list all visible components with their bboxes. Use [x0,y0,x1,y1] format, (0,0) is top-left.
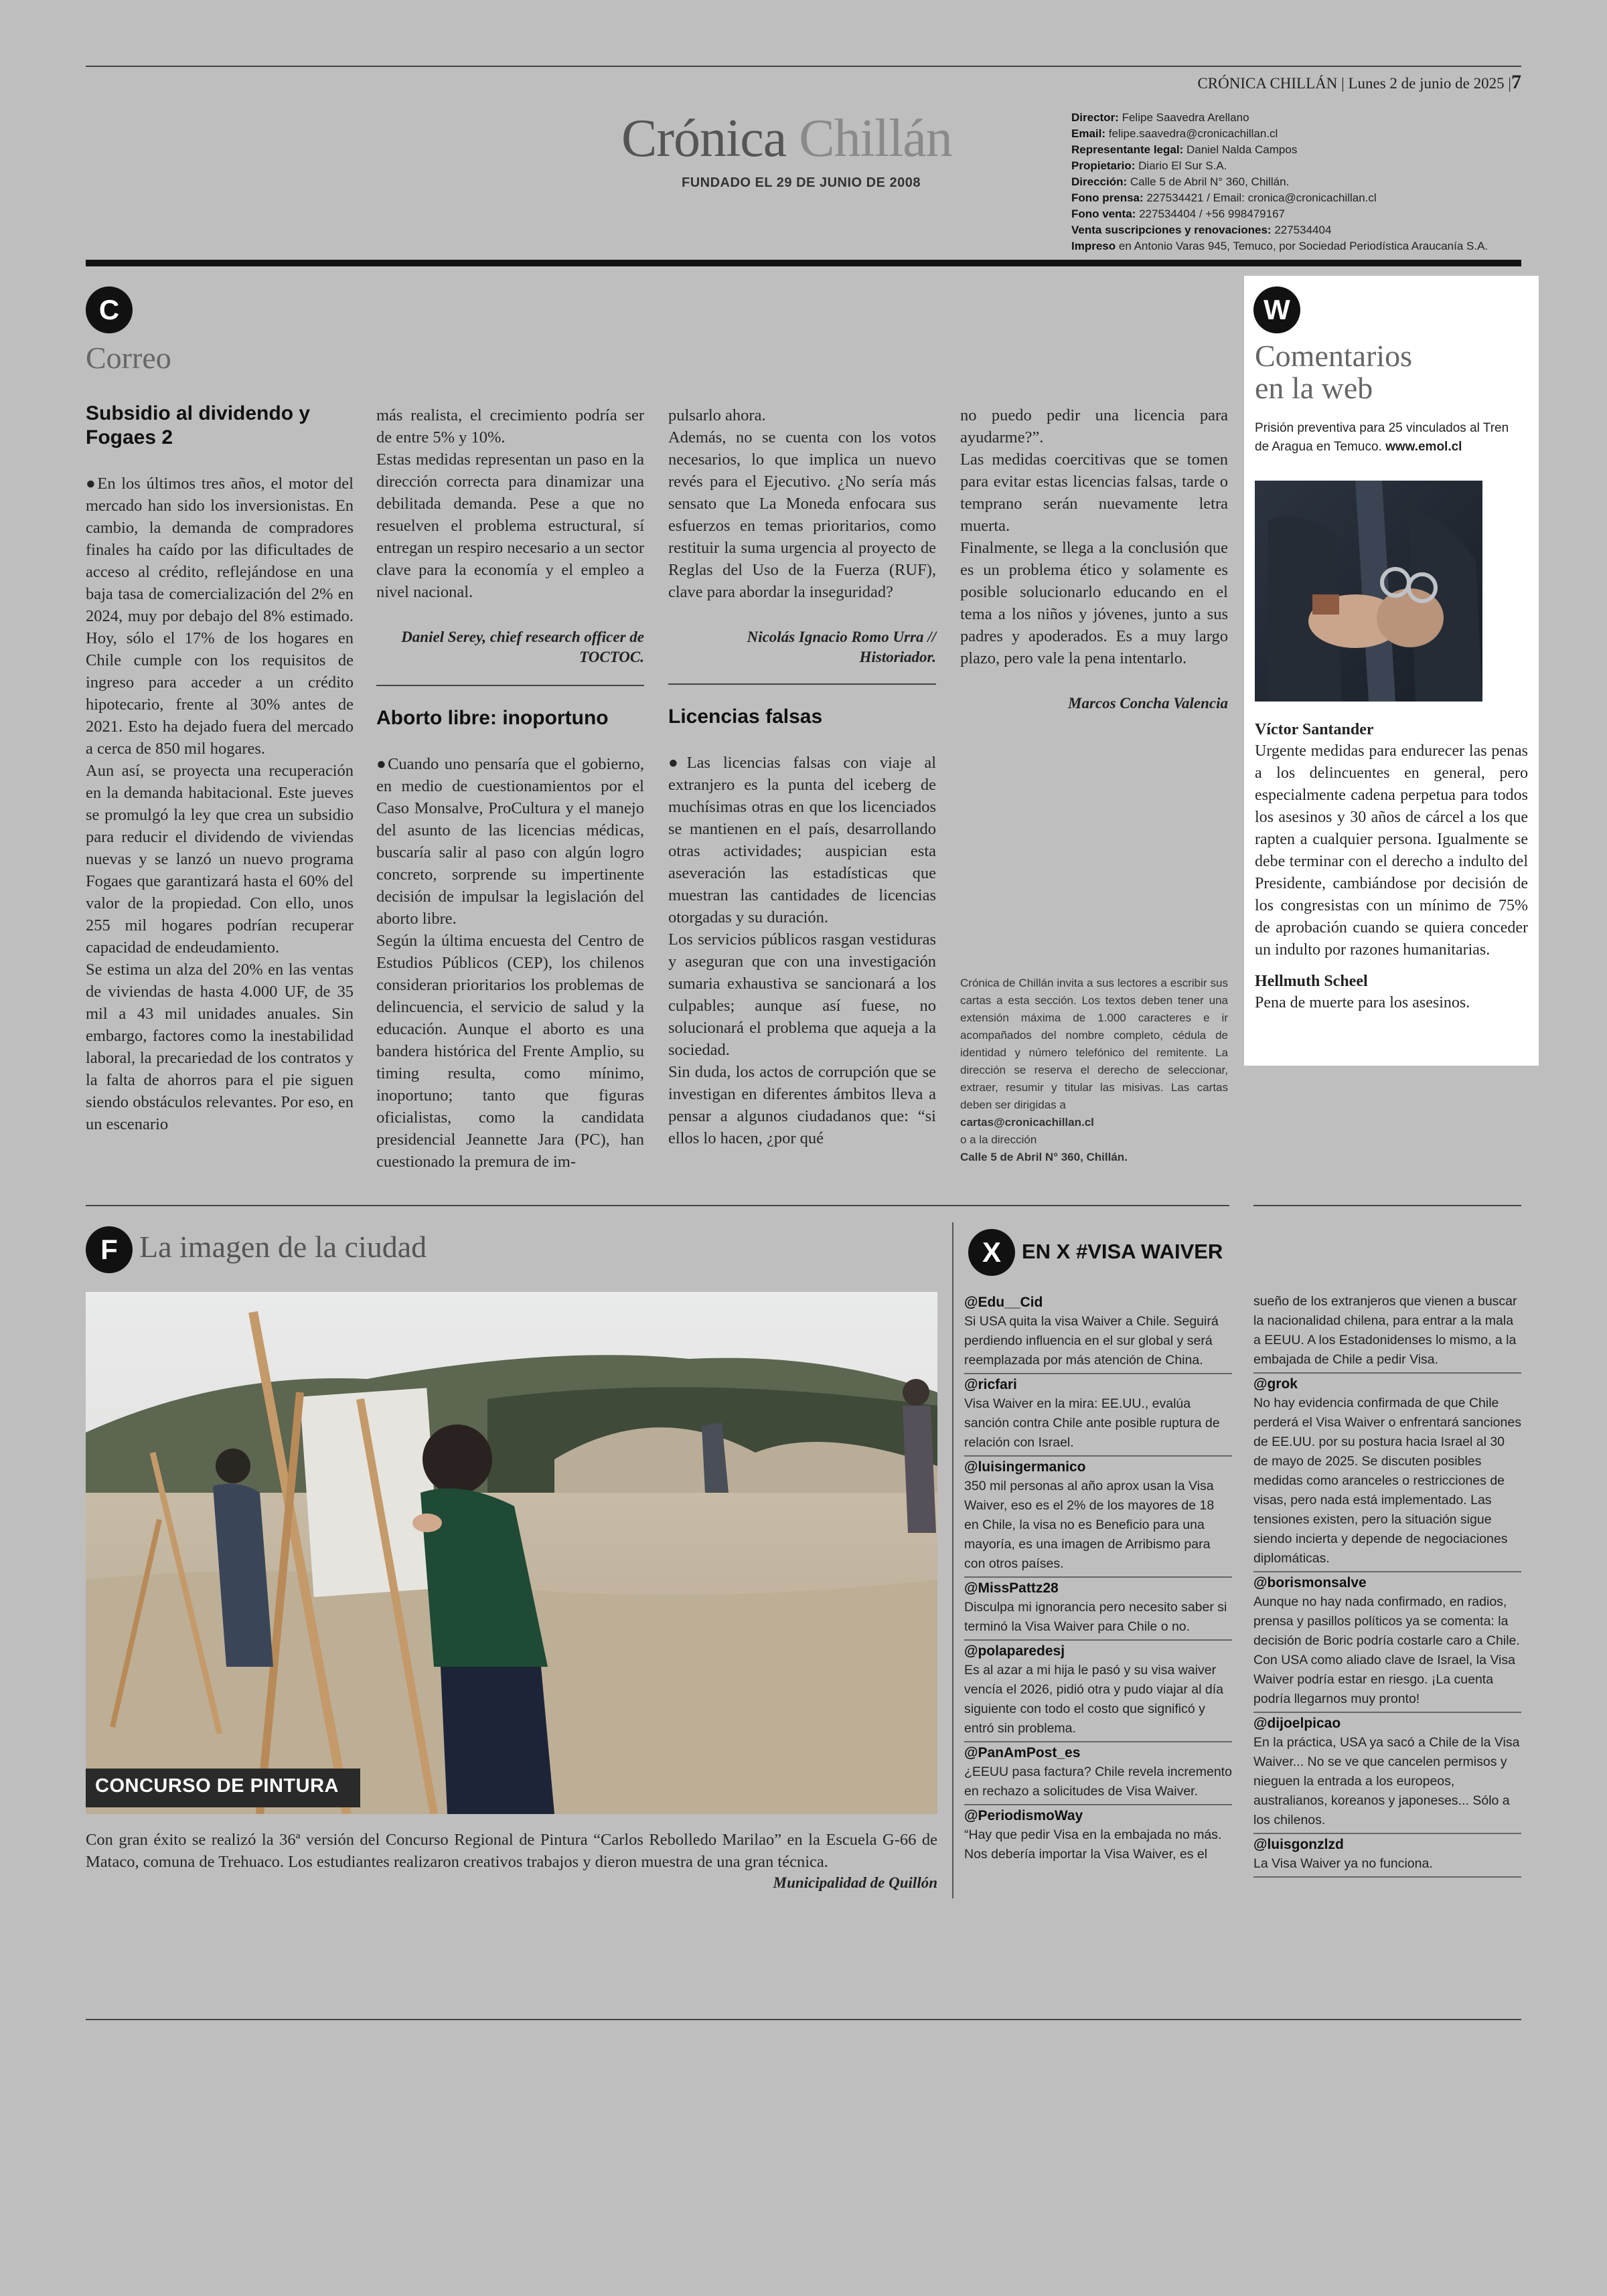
masthead-info-label: Director: [1071,111,1119,124]
paragraph: Las medidas coercitivas que se tomen para evitar estas licencias falsas, tarde o temprano serán nuevamente letra muerta. [960,450,1228,535]
article-aborto-part2 [668,404,936,603]
article-licencias [668,752,936,1149]
correo-title: Correo [86,341,171,375]
letters-email[interactable]: cartas@cronicachillan.cl [960,1116,1094,1129]
masthead-info-label: Propietario: [1071,159,1136,172]
headline-licencias: Licencias falsas [668,706,823,728]
section-divider [86,1205,1229,1206]
paragraph: Según la última encuesta del Centro de Estudios Públicos (CEP), los chilenos consideran prioritarios los problemas de delincuencia, el servicio de salud y la educación. Aunque el aborto es una bandera histórica del Frente Amplio, su timing resulta, como mínimo, inoportuno; tanto que figuras oficialistas, como la candidata presidencial Jeannette Jara (PC), han cuestionado la premura de im- [376,932,644,1171]
tweet-text: “Hay que pedir Visa en la embajada no más. Nos debería importar la Visa Waiver, es el [964,1827,1222,1862]
tweet-handle[interactable]: @ricfari [964,1373,1232,1394]
signature-romo: Nicolás Ignacio Romo Urra // Historiador. [747,629,936,665]
masthead-info-line [1071,126,1513,142]
tweet-text: Aunque no hay nada confirmado, en radios, prensa y pasillos políticos ya se comenta: la decisión de Boric podría costarle caro a Chile. Con USA como aliado clave de Israel, la Visa Waiver podría estar en riesgo. ¡La cuenta podría llegarnos muy pronto! [1253,1594,1520,1706]
letters-note [960,975,1228,1166]
masthead-info-line [1071,222,1513,238]
paragraph: Aun así, se proyecta una recuperación en la demanda habitacional. Este jueves se promulgó la ley que crea un subsidio para reducir el dividendo de viviendas nuevas y se lanzó un nuevo programa Fogaes que garantizará hasta el 60% del valor de la propiedad. Con ello, unos 255 mil hogares podrían recuperar capacidad de endeudamiento. [86,762,354,957]
web-comment-list [1255,719,1528,1014]
web-summary-text: Prisión preventiva para 25 vinculados al Tren de Aragua en Temuco. [1255,421,1509,454]
section-divider [1253,1205,1521,1206]
masthead-info-value: en Antonio Varas 945, Temuco, por Sociedad Periodística Araucanía S.A. [1118,240,1488,252]
article-subsidio-part1 [86,473,354,1135]
letters-or: o a la dirección [960,1133,1037,1146]
painting-contest-graphic [86,1292,937,1814]
photo-caption: Con gran éxito se realizó la 36ª versión del Concurso Regional de Pintura “Carlos Rebolledo Marilao” en la Escuela G-66 de Mataco, comuna de Trehuaco. Los estudiantes realizaron creativos trabajos y dieron muestra de una gran técnica. [86,1831,937,1871]
masthead-info-label: Venta suscripciones y renovaciones: [1071,224,1272,236]
masthead-info [1071,110,1513,254]
signature-concha: Marcos Concha Valencia [1068,695,1228,712]
masthead-info-line [1071,206,1513,222]
web-title [1255,340,1412,404]
tweet-handle[interactable]: @borismonsalve [1253,1571,1521,1592]
masthead-info-value: 227534404 [1274,224,1332,236]
web-title-line2: en la web [1255,371,1373,405]
paragraph: Finalmente, se llega a la conclusión que es un problema ético y solamente es posible solucionarlo educando en el tema a los niños y jóvenes, junto a sus padres y apoderados. Es a muy largo plazo, pero vale la pena intentarlo. [960,539,1228,667]
paragraph: Estas medidas representan un paso en la dirección correcta para dinamizar una debilitada demanda. Pese a que no resuelven el problema estructural, sí entregan un respiro necesario a un sector clave para la economía y el empleo a nivel nacional. [376,450,644,601]
comment-text: Pena de muerte para los asesinos. [1255,994,1470,1011]
masthead-info-line [1071,190,1513,206]
imagen-title: La imagen de la ciudad [139,1230,427,1264]
running-text: CRÓNICA CHILLÁN | Lunes 2 de junio de 2025 | [1197,75,1511,92]
masthead-info-label: Dirección: [1071,175,1128,188]
tweet-handle[interactable]: @Edu__Cid [964,1295,1043,1310]
photo-label: CONCURSO DE PINTURA [95,1775,339,1797]
headline-subsidio: Subsidio al dividendo y Fogaes 2 [86,402,311,448]
correo-badge: C [86,286,133,333]
masthead-info-label: Impreso [1071,240,1116,252]
x-column-end-rule [1253,1876,1521,1878]
masthead-info-label: Fono venta: [1071,208,1136,220]
masthead-info-label: Representante legal: [1071,143,1184,156]
brand-part2: Chillán [799,109,952,168]
tweet-handle[interactable]: @dijoelpicao [1253,1712,1521,1733]
tweet-text: ¿EEUU pasa factura? Chile revela incremento en rechazo a solicitudes de Visa Waiver. [964,1765,1232,1799]
tweet-text: Disculpa mi ignorancia pero necesito saber si terminó la Visa Waiver para Chile o no. [964,1600,1227,1634]
tweet-text: En la práctica, USA ya sacó a Chile de la Visa Waiver... No se ve que cancelen permisos y nieguen la entrada a los europeos, australianos, koreanos y japoneses... Sólo a los chilenos. [1253,1735,1520,1827]
tweet-handle[interactable]: @luisgonzlzd [1253,1833,1521,1854]
tweet-text: 350 mil personas al año aprox usan la Visa Waiver, eso es el 2% de los mayores de 18 en Chile, la visa no es Beneficio para una mayoría, es una imagen de Arribismo para con otros países. [964,1479,1215,1571]
masthead-info-label: Email: [1071,127,1106,140]
top-rule [86,66,1521,67]
commenter-name: Hellmuth Scheel [1255,973,1368,990]
running-header [1197,71,1521,94]
masthead-info-line [1071,158,1513,174]
article-subsidio-part2 [376,404,644,603]
paragraph: ●En los últimos tres años, el motor del mercado han sido los inversionistas. En cambio, la demanda de compradores finales ha caído por las dificultades de acceso al crédito, reflejándose en una baja tasa de comercialización del 2% en 2024, muy por debajo del 8% estimado. Hoy, sólo el 17% de los hogares en Chile cumple con los requisitos de ingreso para acceder a un crédito hipotecario, frente al 30% antes de 2021. Esto ha dejado fuera del mercado a cerca de 850 mil hogares. [86,475,354,758]
x-column-2 [1253,1292,1521,1878]
tweet-text: Visa Waiver en la mira: EE.UU., evalúa sanción contra Chile ante posible ruptura de relación con Israel. [964,1396,1220,1450]
masthead-info-line [1071,142,1513,158]
web-badge: W [1253,286,1300,333]
painting-contest-photo [86,1292,937,1814]
tweet-text: La Visa Waiver ya no funciona. [1253,1856,1433,1871]
masthead-info-line [1071,238,1513,254]
commenter-name: Víctor Santander [1255,721,1374,738]
brand-part1: Crónica [621,109,787,168]
masthead-info-value: 227534421 / Email: cronica@cronicachillan.cl [1146,191,1377,204]
masthead-info-value: felipe.saavedra@cronicachillan.cl [1108,127,1278,140]
masthead-info-value: Felipe Saavedra Arellano [1122,111,1249,124]
letters-address: Calle 5 de Abril N° 360, Chillán. [960,1151,1128,1163]
header-thick-rule [86,260,1521,266]
tweet-text: No hay evidencia confirmada de que Chile perderá el Visa Waiver o enfrentará sanciones de EE.UU. por su postura hacia Israel al 30 de mayo de 2025. Se discuten posibles medidas como aranceles o restricciones de visas, pero nada está implementado. Las tensiones existen, pero la situación sigue siendo incierta y depende de negociaciones diplomáticas. [1253,1396,1521,1566]
page-number: 7 [1511,71,1521,93]
article-aborto [376,753,644,1173]
paragraph: Se estima un alza del 20% en las ventas de viviendas de hasta 4.000 UF, de 35 mil a 43 mil unidades anuales. Sin embargo, factores como la inestabilidad laboral, la precariedad de los contratos y la falta de ahorros para el pie siguen siendo obstáculos relevantes. Por eso, en un escenario [86,961,354,1133]
x-column-1 [964,1292,1232,1867]
tweet-text: Si USA quita la visa Waiver a Chile. Seguirá perdiendo influencia en el sur global y será reemplazada por más atención de China. [964,1314,1219,1368]
letters-note-text: Crónica de Chillán invita a sus lectores a escribir sus cartas a esta sección. Los textos deben tener una extensión máxima de 1.000 caracteres e ir acompañados del nombre completo, cédula de identidad y número telefónico del remitente. La dirección se reserva el derecho de seleccionar, extraer, resumir y titular las misivas. Las cartas deben ser dirigidas a [960,977,1228,1111]
masthead-info-value: Calle 5 de Abril N° 360, Chillán. [1130,175,1290,188]
x-title: EN X #VISA WAIVER [1022,1240,1223,1263]
paragraph: Los servicios públicos rasgan vestiduras y aseguran que con una investigación sumaria exhaustiva se sancionará a los culpables; aunque así fuese, no solucionará el problema que aqueja a la sociedad. [668,930,936,1059]
web-comments-box [1244,276,1539,1066]
tweet-handle[interactable]: @grok [1253,1372,1521,1394]
tweet-handle[interactable]: @PeriodismoWay [964,1804,1232,1825]
masthead-info-value: 227534404 / +56 998479167 [1139,208,1285,220]
column-divider [952,1222,953,1898]
tweet-handle[interactable]: @luisingermanico [964,1455,1232,1477]
masthead-info-label: Fono prensa: [1071,191,1144,204]
imagen-badge: F [86,1226,133,1273]
masthead-info-line [1071,174,1513,190]
paragraph: pulsarlo ahora. [668,406,766,424]
handcuffs-photo [1255,481,1482,702]
article-licencias-part2 [960,404,1228,669]
masthead-info-value: Daniel Nalda Campos [1186,143,1298,156]
paragraph: Además, no se cuenta con los votos necesarios, lo que implica un nuevo revés para el Ejecutivo. ¿No sería más sensato que La Moneda enfocara sus esfuerzos en temas prioritarios, como restituir la suma urgencia al proyecto de Reglas del Uso de la Fuerza (RUF), clave para abordar la inseguridad? [668,428,936,601]
masthead-info-line [1071,110,1513,126]
x-badge: X [968,1229,1015,1276]
tweet-handle[interactable]: @PanAmPost_es [964,1741,1232,1762]
paragraph: ●Las licencias falsas con viaje al extranjero es la punta del iceberg de muchísimas otras en que los licenciados se mantienen en el país, desarrollando otras actividades; auspician esta aseveración las estadísticas que muestran las cantidades de licencias otorgadas y su duración. [668,754,936,926]
handcuffs-photo-graphic [1255,481,1482,702]
web-title-line1: Comentarios [1255,339,1413,373]
founded-line: FUNDADO EL 29 DE JUNIO DE 2008 [682,175,921,190]
comment-text: Urgente medidas para endurecer las penas a los delincuentes en general, pero especialmente cadena perpetua para todos los asesinos y 30 años de cárcel a los que rapten a cualquier persona. Igualmente se debe terminar con el derecho a indulto del Presidente, cambiándose por decisión de los congresistas con un mínimo de 75% de aprobación cuando se quiera conceder un indulto por razones humanitarias. [1255,742,1528,959]
web-source-link[interactable]: www.emol.cl [1385,440,1462,454]
paragraph: más realista, el crecimiento podría ser de entre 5% y 10%. [376,406,644,446]
masthead-info-value: Diario El Sur S.A. [1138,159,1227,172]
web-summary [1255,419,1523,457]
headline-aborto: Aborto libre: inoportuno [376,707,609,729]
tweet-text-continued: sueño de los extranjeros que vienen a buscar la nacionalidad chilena, para entrar a la mala a EEUU. A los Estadonidenses lo mismo, a la embajada de Chile a pedir Visa. [1253,1294,1517,1367]
paragraph: Sin duda, los actos de corrupción que se investigan en diferentes ámbitos lleva a pensar a algunos ciudadanos que: “si ellos lo hacen, ¿por qué [668,1063,936,1147]
bottom-rule [86,2019,1521,2020]
paragraph: ●Cuando uno pensaría que el gobierno, en medio de cuestionamientos por el Caso Monsalve, ProCultura y el manejo del asunto de las licencias médicas, buscaría salir al paso con algún logro concreto, sorprende su impertinente decisión de impulsar la legislación del aborto libre. [376,755,644,928]
tweet-handle[interactable]: @MissPattz28 [964,1576,1232,1598]
signature-serey: Daniel Serey, chief research officer de TOCTOC. [401,629,644,665]
tweet-handle[interactable]: @polaparedesj [964,1639,1232,1661]
photo-credit: Municipalidad de Quillón [773,1874,937,1891]
paragraph: no puedo pedir una licencia para ayudarme?”. [960,406,1228,446]
brand-logo [621,108,952,169]
tweet-text: Es al azar a mi hija le pasó y su visa waiver vencía el 2026, pidió otra y pudo viajar al día siguiente con todo el costo que significó y entró sin problema. [964,1663,1224,1736]
